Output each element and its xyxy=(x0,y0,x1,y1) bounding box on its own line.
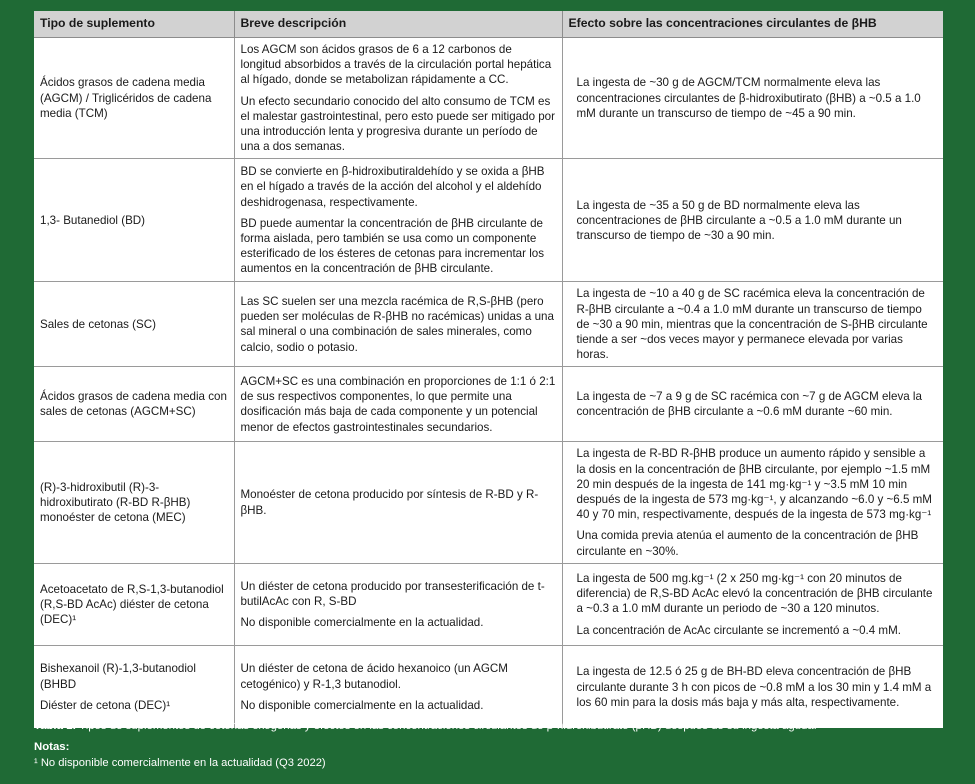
cell-tipo-paragraph: Sales de cetonas (SC) xyxy=(40,317,156,331)
cell-efecto xyxy=(562,38,943,159)
cell-descripcion-paragraph: BD se convierte en β-hidroxibutiraldehído y se oxida a βHB en el hígado a través de la acción del alcohol y el aldehído deshidrogenasa, respectivamente. xyxy=(240,165,545,209)
cell-descripcion-paragraph: No disponible comercialmente en la actualidad. xyxy=(240,698,484,712)
cell-tipo xyxy=(34,563,234,645)
cell-descripcion xyxy=(234,38,562,159)
cell-descripcion xyxy=(234,367,562,442)
caption-text: Tipos de suplementos de cetonas exógenas y efectos en las concentraciones circulantes de β-hidroxibutirato (βHB) después de su ingesta aguda. xyxy=(76,720,817,732)
cell-efecto-paragraph: La ingesta de R-BD R-βHB produce un aumento rápido y sensible a la dosis en la concentración de βHB circulante, por ejemplo ~1.5 mM 20 min después de la ingesta de 141 mg·kg⁻¹ y ~3.5 mM 10 min después de la ingesta de 573 mg·kg⁻¹, y alcanzando ~6.0 y ~6.5 mM 40 y 70 min, respectivamente, después de la ingesta de 573 mg·kg⁻¹ xyxy=(576,447,932,522)
supplements-table xyxy=(34,11,943,728)
cell-descripcion xyxy=(234,442,562,563)
cell-efecto-paragraph: La ingesta de 12.5 ó 25 g de BH-BD eleva concentración de βHB circulante durante 3 h con picos de ~0.8 mM a los 30 min y 1.4 mM a los 60 min para la dosis más baja y más alta, respectivamente. xyxy=(576,665,932,709)
cell-tipo-paragraph: 1,3- Butanediol (BD) xyxy=(40,213,146,227)
header-efecto: Efecto sobre las concentraciones circulantes de βHB xyxy=(562,11,943,38)
cell-descripcion-paragraph: Los AGCM son ácidos grasos de 6 a 12 carbonos de longitud absorbidos a través de la circulación portal hepática al hígado, donde se metabolizan rápidamente a CC. xyxy=(240,43,552,87)
cell-efecto xyxy=(562,645,943,728)
table-row xyxy=(34,645,943,728)
cell-efecto xyxy=(562,282,943,367)
cell-efecto-paragraph: La ingesta de ~35 a 50 g de BD normalmente eleva las concentraciones de βHB circulante a ~0.5 a 1.0 mM durante un transcurso de tiempo de ~30 a 90 min. xyxy=(576,198,902,243)
cell-descripcion-paragraph: Monoéster de cetona producido por síntesis de R-BD y R-βHB. xyxy=(240,488,539,517)
table-row xyxy=(34,367,943,442)
cell-efecto-paragraph: Una comida previa atenúa el aumento de la concentración de βHB circulante en ~30%. xyxy=(576,529,919,558)
cell-tipo-paragraph: Bishexanoil (R)-1,3-butanodiol (BHBD xyxy=(40,662,196,691)
cell-efecto-paragraph: La ingesta de ~30 g de AGCM/TCM normalmente eleva las concentraciones circulantes de β-hidroxibutirato (βHB) a ~0.5 a 1.0 mM durante un transcurso de tiempo de ~45 a 90 min. xyxy=(576,76,921,120)
cell-efecto xyxy=(562,367,943,442)
cell-tipo xyxy=(34,442,234,563)
cell-descripcion-paragraph: Un efecto secundario conocido del alto consumo de TCM es el malestar gastrointestinal, pero esto puede ser mitigado por una introducción lenta y progresiva durante un período de una a dos semanas. xyxy=(240,94,555,154)
cell-tipo xyxy=(34,367,234,442)
cell-descripcion-paragraph: Un diéster de cetona de ácido hexanoico (un AGCM cetogénico) y R-1,3 butanodiol. xyxy=(240,662,508,691)
cell-descripcion-paragraph: Un diéster de cetona producido por transesterificación de t-butilAcAc con R, S-BD xyxy=(240,579,545,608)
cell-efecto-paragraph: La ingesta de ~10 a 40 g de SC racémica eleva la concentración de R-βHB circulante a ~0.4 a 1.0 mM durante un transcurso de tiempo de ~30 a 90 min, mientras que la concentración de S-βHB circulante tiende a ser ~dos veces mayor y permanece elevada por varias horas. xyxy=(576,287,928,362)
cell-tipo-paragraph: Acetoacetato de R,S-1,3-butanodiol (R,S-BD AcAc) diéster de cetona (DEC)¹ xyxy=(40,582,224,626)
cell-tipo-paragraph: Ácidos grasos de cadena media (AGCM) / Triglicéridos de cadena media (TCM) xyxy=(40,76,212,120)
cell-efecto-paragraph: La concentración de AcAc circulante se incrementó a ~0.4 mM. xyxy=(576,623,901,637)
cell-descripcion xyxy=(234,563,562,645)
table-row xyxy=(34,38,943,159)
table-caption xyxy=(34,719,954,733)
cell-efecto-paragraph: La ingesta de 500 mg.kg⁻¹ (2 x 250 mg·kg⁻¹ con 20 minutos de diferencia) de R,S-BD AcAc elevó la concentración de βHB circulante a ~0.3 a 1.0 mM durante un periodo de ~30 a 120 minutos. xyxy=(576,571,933,616)
cell-descripcion xyxy=(234,159,562,282)
table-row xyxy=(34,159,943,282)
header-tipo: Tipo de suplemento xyxy=(34,11,234,38)
table-row xyxy=(34,282,943,367)
cell-tipo xyxy=(34,38,234,159)
cell-descripcion xyxy=(234,282,562,367)
cell-descripcion-paragraph: BD puede aumentar la concentración de βHB circulante de forma aislada, pero también se usa como un componente esterificado de los ésteres de cetonas para incrementar los aumentos en la concentración de βHB circulante. xyxy=(240,216,545,276)
cell-tipo xyxy=(34,282,234,367)
cell-tipo-paragraph: (R)-3-hidroxibutil (R)-3-hidroxibutirato (R-BD R-βHB) monoéster de cetona (MEC) xyxy=(40,480,191,525)
cell-efecto xyxy=(562,563,943,645)
cell-descripcion-paragraph: No disponible comercialmente en la actualidad. xyxy=(240,615,484,629)
table-row xyxy=(34,442,943,563)
cell-descripcion-paragraph: Las SC suelen ser una mezcla racémica de R,S-βHB (pero pueden ser moléculas de R-βHB no racémicas) unidas a una sal mineral o una combinación de sales minerales, como calcio, sodio o potasio. xyxy=(240,295,554,354)
table-header-row xyxy=(34,11,943,38)
cell-efecto xyxy=(562,159,943,282)
cell-descripcion xyxy=(234,645,562,728)
cell-tipo-paragraph: Diéster de cetona (DEC)¹ xyxy=(40,698,171,712)
cell-efecto xyxy=(562,442,943,563)
cell-tipo-paragraph: Ácidos grasos de cadena media con sales de cetonas (AGCM+SC) xyxy=(40,390,227,419)
header-descripcion: Breve descripción xyxy=(234,11,562,38)
table-row xyxy=(34,563,943,645)
note-item: ¹ No disponible comercialmente en la actualidad (Q3 2022) xyxy=(34,757,326,769)
cell-efecto-paragraph: La ingesta de ~7 a 9 g de SC racémica con ~7 g de AGCM eleva la concentración de βHB circulante a ~0.6 mM durante ~60 min. xyxy=(576,390,922,419)
cell-tipo xyxy=(34,159,234,282)
notes-title: Notas: xyxy=(34,741,70,753)
cell-tipo xyxy=(34,645,234,728)
caption-label: Tabla 1: xyxy=(34,720,77,732)
cell-descripcion-paragraph: AGCM+SC es una combinación en proporciones de 1:1 ó 2:1 de sus respectivos componentes, lo que permite una dosificación más baja de cada componente y un potencial menor de efectos gastrointestinales secundarios. xyxy=(240,375,556,434)
